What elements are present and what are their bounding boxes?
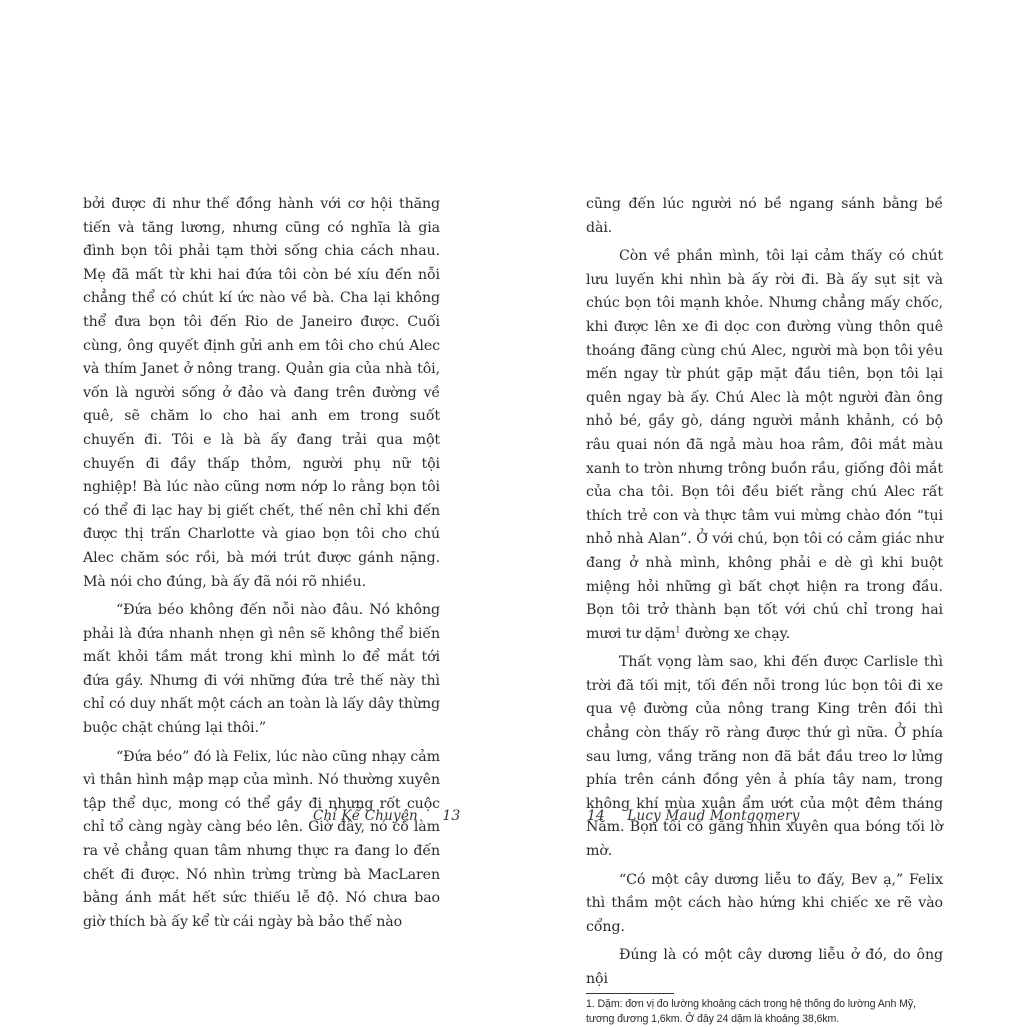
right-page-footer <box>587 808 800 824</box>
right-paragraph-4: “Có một cây dương liễu to đấy, Bev ạ,” Felix thì thầm một cách hào hứng khi chiếc xe rẽ vào cổng. <box>586 871 943 935</box>
footnote-marker: 1 <box>675 624 681 634</box>
right-paragraph-3: Thất vọng làm sao, khi đến được Carlisle thì trời đã tối mịt, tối đến nỗi trong lúc bọn tôi đi xe qua vệ đường của nông trang King trên đồi thì chẳng còn thấy rõ ràng được thứ gì nữa. Ở phía sau lưng, vầng trăng non đã bắt đầu treo lơ lửng phía trên cánh đồng yên ả phía tây nam, trong không khí mùa xuân ẩm ướt của một đêm tháng Năm. Bọn tôi cố gắng nhìn xuyên qua bóng tối lờ mờ. <box>586 654 943 860</box>
left-page-footer <box>313 808 460 824</box>
left-paragraph-2: “Đứa béo không đến nỗi nào đâu. Nó không phải là đứa nhanh nhẹn gì nên sẽ không thể biến mất khỏi tầm mắt trong khi mình lo để mắt tới đứa gầy. Nhưng đi với những đứa trẻ thế này thì chỉ có duy nhất một cách an toàn là lấy dây thừng buộc chặt chúng lại thôi.” <box>83 602 440 737</box>
footnote-divider <box>586 993 674 994</box>
right-paragraph-1: cũng đến lúc người nó bề ngang sánh bằng bề dài. <box>586 196 943 236</box>
right-page <box>586 193 943 1027</box>
right-paragraph-2 <box>586 245 943 646</box>
left-paragraph-1: bởi được đi như thế đồng hành với cơ hội thăng tiến và tăng lương, nhưng cũng có nghĩa là gia đình bọn tôi phải tạm thời sống chia cách nhau. Mẹ đã mất từ khi hai đứa tôi còn bé xíu đến nỗi chẳng thể có chút kí ức nào về bà. Cha lại không thể đưa bọn tôi đến Rio de Janeiro được. Cuối cùng, ông quyết định gửi anh em tôi cho chú Alec và thím Janet ở nông trang. Quản gia của nhà tôi, vốn là người sống ở đảo và đang trên đường về quê, sẽ chăm lo cho hai anh em trong suốt chuyến đi. Tôi e là bà ấy đang trải qua một chuyến đi đầy thấp thỏm, người phụ nữ tội nghiệp! Bà lúc nào cũng nơm nớp lo rằng bọn tôi có thể đi lạc hay bị giết chết, thế nên chỉ khi đến được thị trấn Charlotte và giao bọn tôi cho chú Alec chăm sóc rồi, bà mới trút được gánh nặng. Mà nói cho đúng, bà ấy đã nói rõ nhiều. <box>83 196 440 590</box>
footnote: 1. Dặm: đơn vị đo lường khoảng cách trong hệ thống đo lường Anh Mỹ, tương đương 1,6km. Ở đây 24 dặm là khoảng 38,6km. <box>586 997 916 1025</box>
right-paragraph-2-text: Còn về phần mình, tôi lại cảm thấy có chút lưu luyến khi nhìn bà ấy rời đi. Bà ấy sụt sịt và chúc bọn tôi mạnh khỏe. Nhưng chẳng mấy chốc, khi được lên xe đi dọc con đường vùng thôn quê thoáng đãng cùng chú Alec, người mà bọn tôi yêu mến ngay từ phút gặp mặt đầu tiên, bọn tôi lại quên ngay bà ấy. Chú Alec là một người đàn ông nhỏ bé, gầy gò, dáng người mảnh khảnh, có bộ râu quai nón đã ngả màu hoa râm, đôi mắt màu xanh to tròn nhưng trông buồn rầu, giống đôi mắt của cha tôi. Bọn tôi đều biết rằng chú Alec rất thích trẻ con và thực tâm vui mừng chào đón “tụi nhỏ nhà Alan”. Ở với chú, bọn tôi có cảm giác như đang ở nhà mình, không phải e dè gì khi buột miệng hỏi những gì bất chợt hiện ra trong đầu. Bọn tôi trở thành bạn tốt với chú chỉ trong hai mươi tư dặm <box>586 248 943 642</box>
page-number-right: 14 <box>587 808 605 824</box>
right-paragraph-2-tail: đường xe chạy. <box>680 625 791 642</box>
right-paragraph-5: Đúng là có một cây dương liễu ở đó, do ông nội <box>586 947 943 987</box>
running-title-left: Chỉ Kể Chuyện <box>313 808 418 824</box>
running-title-right: Lucy Maud Montgomery <box>627 808 800 824</box>
page-number-left: 13 <box>442 808 461 824</box>
left-paragraph-3: “Đứa béo” đó là Felix, lúc nào cũng nhạy cảm vì thân hình mập mạp của mình. Nó thường xuyên tập thể dục, mong có thể gầy đi nhưng rốt cuộc chỉ tổ càng ngày càng béo lên. Giờ đây, nó cố làm ra vẻ chẳng quan tâm nhưng thực ra đang lo đến chết đi được. Nó nhìn trừng trừng bà MacLaren bằng ánh mắt hết sức thiếu lễ độ. Nó chưa bao giờ thích bà ấy kể từ cái ngày bà bảo thế nào <box>83 748 440 930</box>
